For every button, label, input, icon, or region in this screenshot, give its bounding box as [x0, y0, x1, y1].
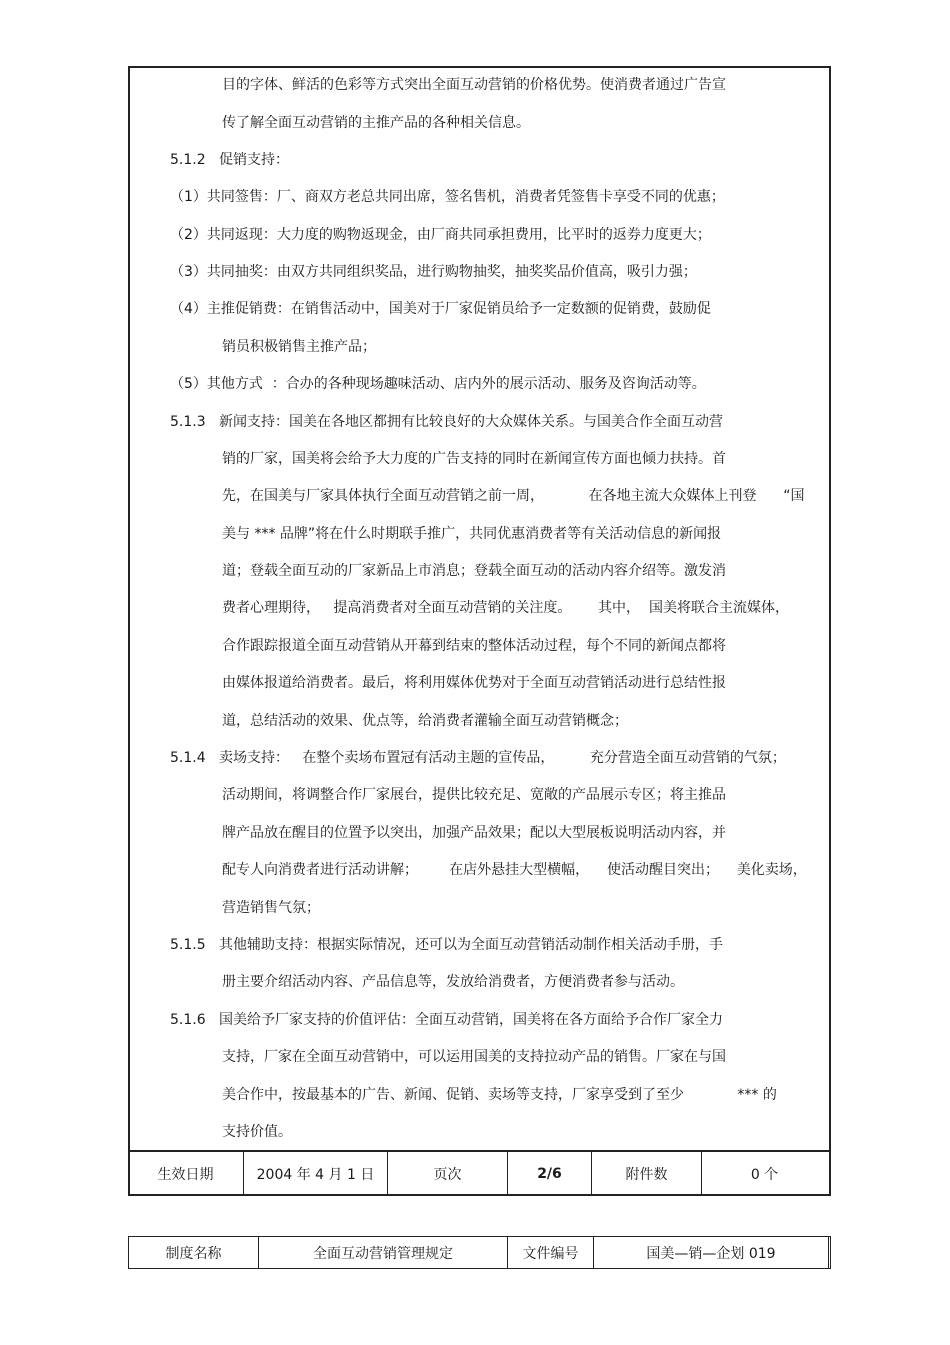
body-line: 配专人向消费者进行活动讲解； 在店外悬挂大型横幅， 使活动醒目突出； 美化卖场， — [222, 862, 807, 878]
body-line: 5.1.5 其他辅助支持：根据实际情况，还可以为全面互动营销活动制作相关活动手册，手 — [170, 937, 723, 953]
effective-date-text: 2004 年 4 月 1 日 — [256, 1167, 375, 1183]
body-line: 5.1.4 卖场支持： 在整个卖场布置冠有活动主题的宣传品， 充分营造全面互动营销的气氛； — [170, 750, 786, 766]
body-line: 传了解全面互动营销的主推产品的各种相关信息。 — [222, 115, 530, 131]
body-line: 美合作中，按最基本的广告、新闻、促销、卖场等支持，厂家享受到了至少 *** 的 — [222, 1087, 777, 1103]
body-line: 费者心理期待， 提高消费者对全面互动营销的关注度。 其中， 国美将联合主流媒体， — [222, 600, 789, 616]
body-line: 册主要介绍活动内容、产品信息等，发放给消费者，方便消费者参与活动。 — [222, 974, 684, 990]
body-line: 5.1.3 新闻支持：国美在各地区都拥有比较良好的大众媒体关系。与国美合作全面互动营 — [170, 414, 723, 430]
body-line: 美与 *** 品牌”将在什么时期联手推广，共同优惠消费者等有关活动信息的新闻报 — [222, 526, 722, 542]
file-number-value: 国美—销—企划 019 — [594, 1237, 829, 1268]
body-line: （3）共同抽奖：由双方共同组织奖品，进行购物抽奖，抽奖奖品价值高，吸引力强； — [170, 264, 697, 280]
body-line: 营造销售气氛； — [222, 900, 320, 916]
body-line: 支持价值。 — [222, 1124, 292, 1140]
body-line: （1）共同签售：厂、商双方老总共同出席，签名售机，消费者凭签售卡享受不同的优惠； — [170, 189, 725, 205]
body-line: 牌产品放在醒目的位置予以突出，加强产品效果；配以大型展板说明活动内容，并 — [222, 825, 726, 841]
attachment-value: 0 个 — [750, 1167, 779, 1183]
page-label: 页次 — [388, 1152, 508, 1196]
body-line: 支持，厂家在全面互动营销中，可以运用国美的支持拉动产品的销售。厂家在与国 — [222, 1049, 726, 1065]
footer-table — [128, 1150, 831, 1196]
page-value: 2/6 — [508, 1152, 592, 1196]
body-line: 道，总结活动的效果、优点等，给消费者灌输全面互动营销概念； — [222, 713, 628, 729]
body-line: 5.1.6 国美给予厂家支持的价值评估：全面互动营销，国美将在各方面给予合作厂家全力 — [170, 1012, 723, 1028]
body-line: （5）其他方式 ：合办的各种现场趣味活动、店内外的展示活动、服务及咨询活动等。 — [170, 376, 706, 392]
body-line: 活动期间，将调整合作厂家展台，提供比较充足、宽敞的产品展示专区；将主推品 — [222, 787, 726, 803]
body-line: 5.1.2 促销支持： — [170, 152, 289, 168]
body-line: 销的厂家，国美将会给予大力度的广告支持的同时在新闻宣传方面也倾力扶持。首 — [222, 451, 726, 467]
effective-date-label: 生效日期 — [128, 1152, 244, 1196]
policy-name-label: 制度名称 — [129, 1237, 259, 1268]
body-line: （4）主推促销费：在销售活动中，国美对于厂家促销员给予一定数额的促销费，鼓励促 — [170, 301, 711, 317]
body-line: （2）共同返现：大力度的购物返现金，由厂商共同承担费用，比平时的返券力度更大； — [170, 227, 711, 243]
policy-name-value: 全面互动营销管理规定 — [259, 1237, 508, 1268]
document-meta-table — [128, 1236, 831, 1269]
body-line: 销员积极销售主推产品； — [222, 339, 376, 355]
body-line: 目的字体、鲜活的色彩等方式突出全面互动营销的价格优势。使消费者通过广告宣 — [222, 77, 726, 93]
body-line: 道；登载全面互动的厂家新品上市消息；登载全面互动的活动内容介绍等。激发消 — [222, 563, 726, 579]
body-line: 合作跟踪报道全面互动营销从开幕到结束的整体活动过程，每个不同的新闻点都将 — [222, 638, 726, 654]
effective-date-value — [244, 1152, 388, 1196]
body-line: 由媒体报道给消费者。最后，将利用媒体优势对于全面互动营销活动进行总结性报 — [222, 675, 726, 691]
file-number-label: 文件编号 — [508, 1237, 594, 1268]
body-line: 先，在国美与厂家具体执行全面互动营销之前一周， 在各地主流大众媒体上刊登 “国 — [222, 488, 805, 504]
attachment-label: 附件数 — [592, 1152, 702, 1196]
